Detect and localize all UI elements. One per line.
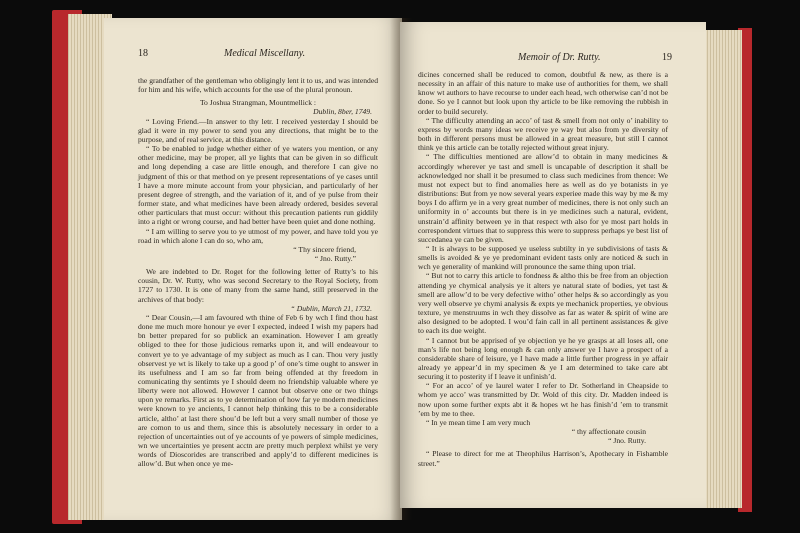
paragraph: Dublin, 8ber, 1749. [313, 107, 372, 117]
paragraph: We are indebted to Dr. Roget for the following letter of Rutty’s to his cousin, Dr. W. Rutty, who was second Secretary to the Royal Society, from 1727 to 1730. It is one of many from the same hand, still preserved in the archives of that body: [138, 267, 378, 304]
paragraph: “ Please to direct for me at Theophilus Harrison’s, Apothecary in Fishamble street.” [418, 449, 668, 468]
paragraph: “ Dublin, March 21, 1732. [290, 303, 372, 313]
page-number: 19 [662, 52, 672, 63]
page-body [418, 70, 668, 468]
paragraph: “ I am willing to serve you to ye utmost of my power, and have told you ye road in which alone I can do so, who am, [138, 226, 378, 245]
paragraph: “ Jno. Rutty.” [314, 253, 356, 263]
paragraph: “ The difficulties mentioned are allow’d to obtain in many medicines & accordingly wherever ye tast and smell is uncapable of description it shall be acknowledged nor shall it be presumed to class such medicines from thence: We must not expect but to find anomalies here as well as do ye botanists in ye distributions: But from ye now several years experiee made this way by me & my boys I do affirm ye in a very great number of medicines, there is not only such an uniformity in o’ accounts but there is in ye medicines such a natural, evident, unstrain’d affinity between ye in that respect wth also for ye most part holds in correspondent virtues that to suppress this were to suppress perhaps ye best list of succedanea ye can be given. [418, 152, 668, 244]
paragraph: “ thy affectionate cousin [571, 427, 646, 437]
paragraph: “ I cannot but be apprised of ye objection ye he ye grasps at all loses all, one man’s life not being long enough & can only answer ye I have a prospect of a considerable share of leisure, ye I have made a little further progress in ye affair already ye appear’d in my specimen & ye I am determined to take care abt securing it to posterity if I leave it unfinish’d. [418, 335, 668, 382]
paragraph: “ For an acco’ of ye laurel water I refer to Dr. Sotherland in Cheapside to whom ye acco’ was transmitted by Dr. Wold of this city. Dr. Madden indeed is now upon some further expts abt it & hopes wt he has finish’d ’em to transmit ’em by me to thee. [418, 381, 668, 418]
paragraph: “ To be enabled to judge whether either of ye waters you mention, or any other medicine, may be proper, all ye lights that can be given in so difficult and long depending a case are little enough, and therefore I can give no judgment of this or that method on ye present representations of ye cases until I have a more minute account from your physician, and particularly of her present degree of strength, and the variation of it, and of ye pulse from their former state, and what medicines have been already ordered, besides several other particulars that must occur: without this precaution patients run giddily into a right or wrong course, and had better have been quiet and done nothing. [138, 144, 378, 227]
paragraph: “ But not to carry this article to fondness & altho this be free from an objection attending ye chymical analysis ye it alters ye natural state of bodies, yet tast & smell are allow’d to be very defective witho’ other helps & so accordingly as you very well observe ye chymi analysis & expts ye mechanick properties, ye obvious texture, ye menstruums in wch they dissolve as far as water & spirit of wine are also designed to be adopted. I wou’d fain call in all pertinent assistances & give to each its due weight. [418, 271, 668, 336]
page-number: 18 [138, 48, 148, 59]
paragraph: “ Jno. Rutty. [608, 436, 646, 446]
right-page [400, 22, 706, 508]
running-title: Medical Miscellany. [224, 48, 306, 59]
page-edges-right [704, 30, 742, 508]
paragraph: “ The difficulty attending an acco’ of tast & smell from not only o’ inability to express by words many ideas we receive ye way but also from ye diversity of both in different persons must be allowed in a great measure, but still I cannot think ye this article can be totally rejected without great injury. [418, 115, 668, 153]
paragraph: “ It is always to be supposed ye useless subtilty in ye subdivisions of tasts & smells is avoided & ye ye predominant evident tasts only are noticed & such in wch ye generality of mankind will pronounce the same thing upon trial. [418, 243, 668, 272]
paragraph: “ Thy sincere friend, [293, 244, 356, 254]
paragraph: the grandfather of the gentleman who obligingly lent it to us, and was intended for him and his wife, which accounts for the use of the plural pronoun. [138, 76, 378, 95]
paragraph: To Joshua Strangman, Mountmellick : [199, 98, 317, 108]
open-book [52, 8, 752, 526]
left-page [104, 18, 402, 520]
paragraph: “ Dear Cousin,—I am favoured wth thine of Feb 6 by wch I find thou hast done me much more honour ye ever I expected, indeed I wish my papers had bn better prepared for so publick an examination. However I am greatly obliged to thee for those judicious remarks upon it, and will endeavour to convert ye to ye advantage of my subject as much as I can. Thou very justly observest ye wt is likely to take up a good p’ of one’s time ought to answer in its usefulness and I am so far from being offended at thy freedom in comunicating thy sentimts ye I should deem no friendship valuable where ye liberty were not allowed. However I cannot but observe one or two things upon ye remarks. First as to ye determination of how far ye modern medicines were known to ye ancients, I cannot help thinking this to be a considerable article, altho’ at last there shou’d be left but a very small number of those ye are comon to us and them, since this is absolutely necessary in order to a rejection of uncertainties out of ye accounts of ye powers of simple medicines, wn we uncertainties ye present acctn are pretty much perplext whilst ye very words of Dioscorides are transcribed and apply’d to different medicines is allow’d. But when once ye me- [138, 312, 378, 469]
paragraph: “ In ye mean time I am very much [426, 417, 531, 427]
running-title: Memoir of Dr. Rutty. [518, 52, 601, 63]
paragraph: “ Loving Friend.—In answer to thy letr. I received yesterday I should be glad it were in my power to send you any directions, that might be to the purpose, and of real service, at this distance. [138, 116, 378, 144]
page-body [138, 76, 378, 469]
paragraph: dicines concerned shall be reduced to comon, doubtful & new, as there is a necessity in an affair of this nature to make use of authorities for them, we shall know wt authors to have recourse to under each head, wch otherwise can’d not be done. So ye I cannot but look upon thy article to be like removing the rubbish in order to build securely. [418, 70, 668, 116]
